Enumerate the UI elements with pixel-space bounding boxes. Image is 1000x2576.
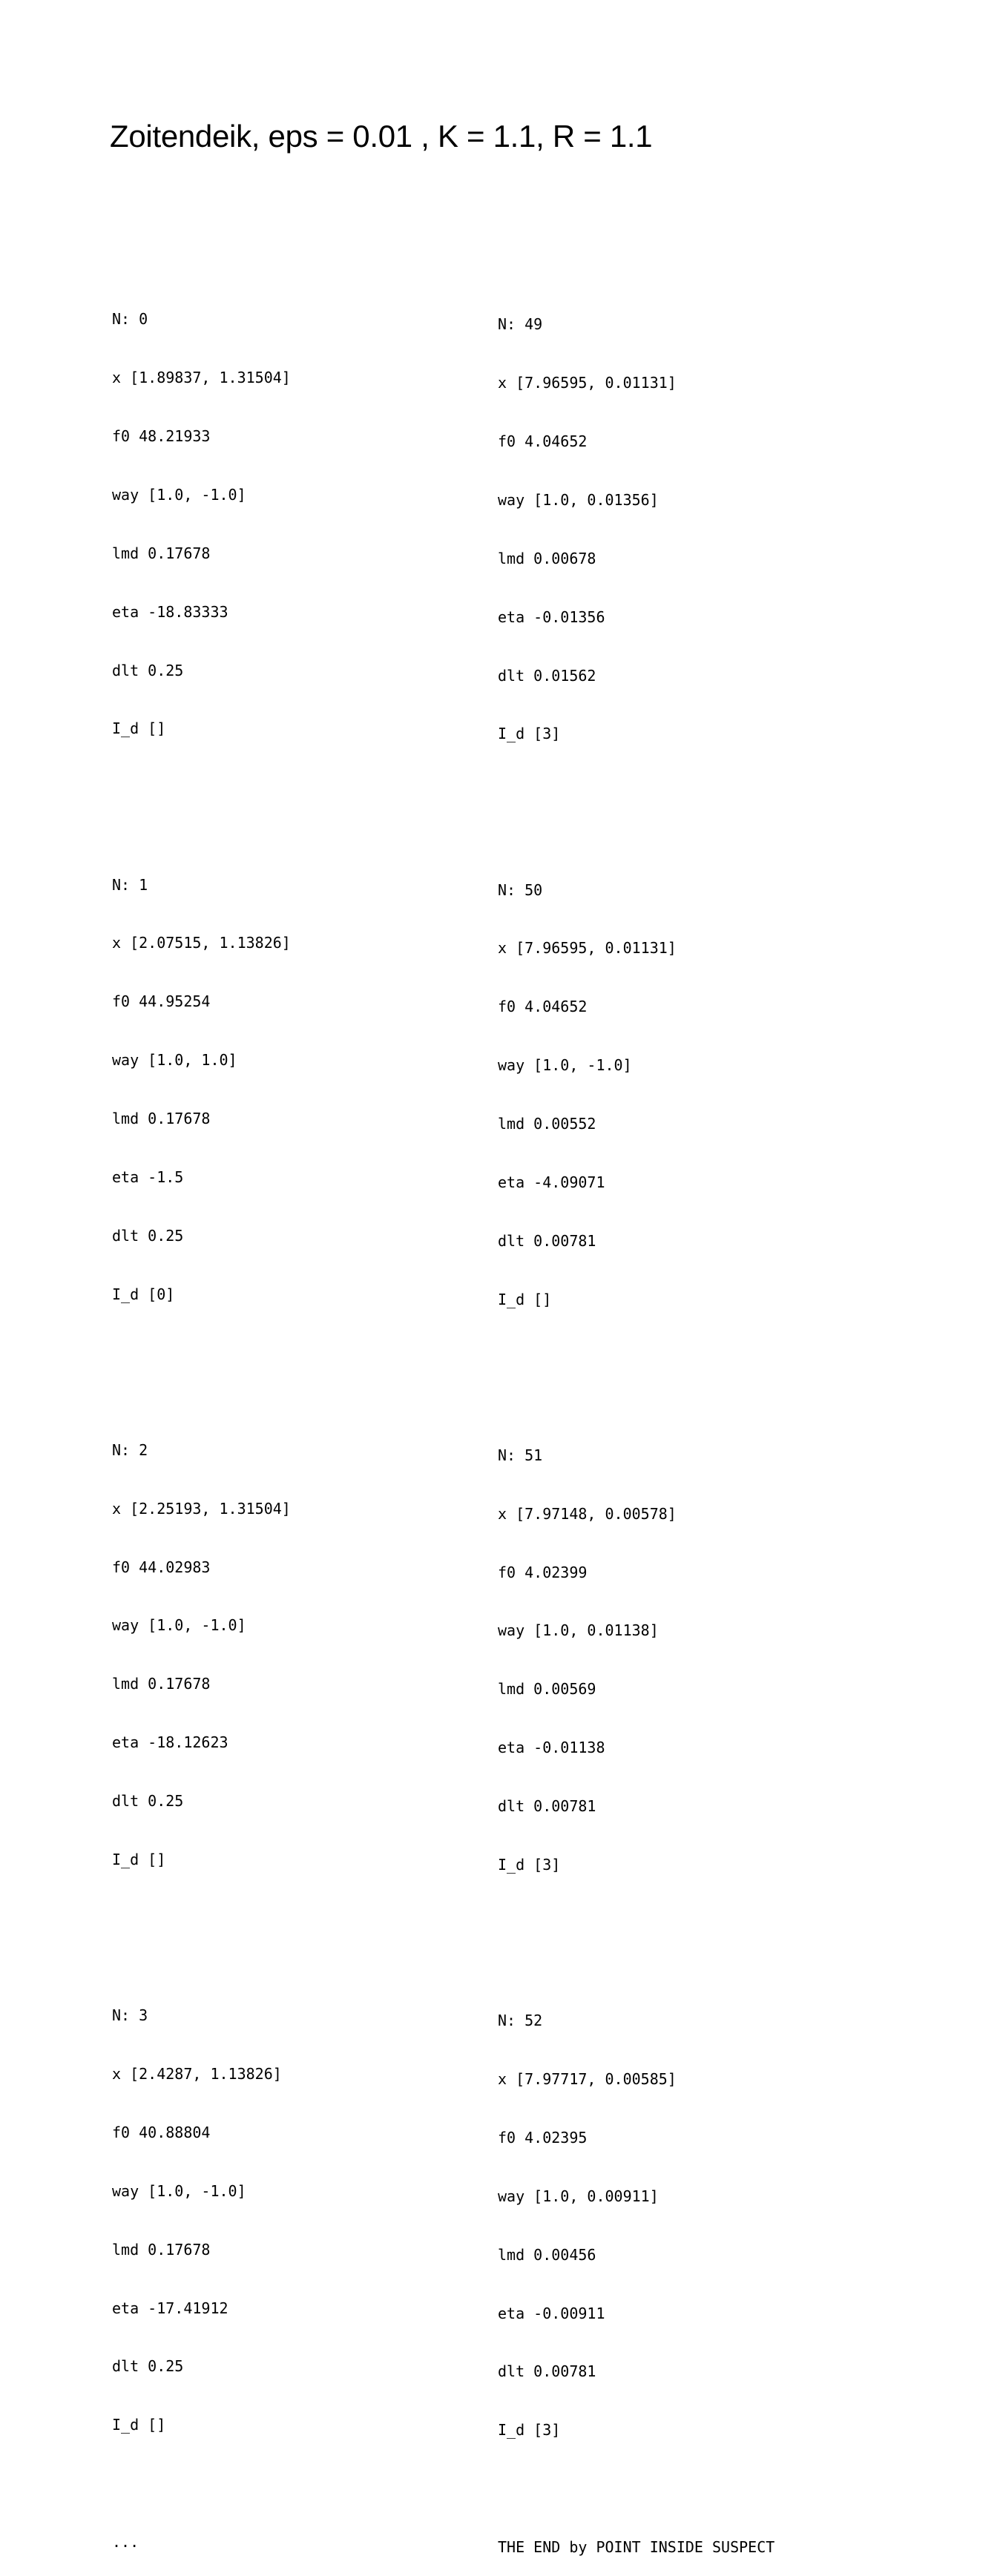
id-value: I_d [] (498, 1290, 552, 1308)
lmd-value: lmd 0.17678 (112, 2240, 211, 2259)
eta-value: eta -18.12623 (112, 1733, 228, 1752)
iteration-block (498, 276, 774, 783)
iteration-block (112, 836, 291, 1343)
dlt-value: dlt 0.00781 (498, 2362, 596, 2381)
iteration-number: N: 3 (112, 2006, 148, 2025)
iteration-block (498, 1972, 774, 2480)
f0-value: f0 40.88804 (112, 2123, 211, 2141)
iteration-number: N: 1 (112, 875, 148, 894)
iteration-number: N: 52 (498, 2012, 543, 2030)
dlt-value: dlt 0.25 (112, 2357, 184, 2376)
id-value: I_d [] (112, 2416, 166, 2434)
f0-value: f0 44.95254 (112, 992, 211, 1011)
f0-value: f0 44.02983 (112, 1558, 211, 1576)
x-value: x [7.96595, 0.01131] (498, 939, 677, 958)
lmd-value: lmd 0.00456 (498, 2245, 596, 2264)
eta-value: eta -18.83333 (112, 602, 228, 621)
eta-value: eta -0.01356 (498, 607, 605, 626)
iteration-number: N: 2 (112, 1440, 148, 1459)
iteration-number: N: 49 (498, 315, 543, 334)
dlt-value: dlt 0.00781 (498, 1797, 596, 1816)
lmd-value: lmd 0.17678 (112, 1675, 211, 1693)
id-value: I_d [3] (498, 1856, 561, 1874)
x-value: x [7.97148, 0.00578] (498, 1504, 677, 1523)
lmd-value: lmd 0.00678 (498, 549, 596, 567)
way-value: way [1.0, -1.0] (112, 485, 246, 504)
iteration-number: N: 51 (498, 1446, 543, 1464)
x-value: x [7.97717, 0.00585] (498, 2070, 677, 2089)
way-value: way [1.0, 0.01356] (498, 490, 659, 509)
f0-value: f0 4.04652 (498, 432, 588, 450)
x-value: x [2.4287, 1.13826] (112, 2065, 282, 2083)
end-message: THE END by POINT INSIDE SUSPECT (498, 2537, 775, 2556)
id-value: I_d [] (112, 1851, 166, 1869)
x-value: x [2.07515, 1.13826] (112, 934, 291, 952)
lmd-value: lmd 0.17678 (112, 544, 211, 562)
iteration-block (112, 271, 291, 778)
page-title: Zoitendeik, eps = 0.01 , K = 1.1, R = 1.1 (110, 119, 653, 154)
x-value: x [2.25193, 1.31504] (112, 1499, 291, 1518)
f0-value: f0 4.02399 (498, 1563, 588, 1581)
lmd-value: lmd 0.00552 (498, 1115, 596, 1133)
x-value: x [1.89837, 1.31504] (112, 369, 291, 387)
dlt-value: dlt 0.25 (112, 661, 184, 679)
eta-value: eta -0.00911 (498, 2304, 605, 2322)
dlt-value: dlt 0.01562 (498, 666, 596, 685)
eta-value: eta -0.01138 (498, 1739, 605, 1757)
f0-value: f0 4.04652 (498, 998, 588, 1016)
way-value: way [1.0, -1.0] (498, 1056, 632, 1075)
way-value: way [1.0, -1.0] (112, 2181, 246, 2200)
lmd-value: lmd 0.17678 (112, 1110, 211, 1128)
id-value: I_d [3] (498, 725, 561, 743)
dlt-value: dlt 0.00781 (498, 1231, 596, 1250)
eta-value: eta -1.5 (112, 1167, 184, 1186)
eta-value: eta -4.09071 (498, 1173, 605, 1191)
ellipsis: ... (112, 2532, 139, 2551)
dlt-value: dlt 0.25 (112, 1226, 184, 1245)
way-value: way [1.0, 1.0] (112, 1051, 237, 1070)
f0-value: f0 4.02395 (498, 2128, 588, 2147)
iteration-block (112, 1967, 291, 2474)
lmd-value: lmd 0.00569 (498, 1680, 596, 1699)
left-column (112, 231, 291, 2571)
iteration-block (498, 1406, 774, 1914)
way-value: way [1.0, 0.01138] (498, 1621, 659, 1640)
right-column (498, 237, 774, 2576)
eta-value: eta -17.41912 (112, 2299, 228, 2317)
iteration-block (112, 1401, 291, 1908)
id-value: I_d [3] (498, 2421, 561, 2440)
iteration-block (498, 841, 774, 1348)
f0-value: f0 48.21933 (112, 426, 211, 445)
dlt-value: dlt 0.25 (112, 1792, 184, 1811)
iteration-number: N: 0 (112, 310, 148, 329)
way-value: way [1.0, -1.0] (112, 1616, 246, 1635)
x-value: x [7.96595, 0.01131] (498, 374, 677, 392)
id-value: I_d [] (112, 719, 166, 738)
id-value: I_d [0] (112, 1285, 175, 1303)
iteration-number: N: 50 (498, 880, 543, 899)
way-value: way [1.0, 0.00911] (498, 2187, 659, 2205)
